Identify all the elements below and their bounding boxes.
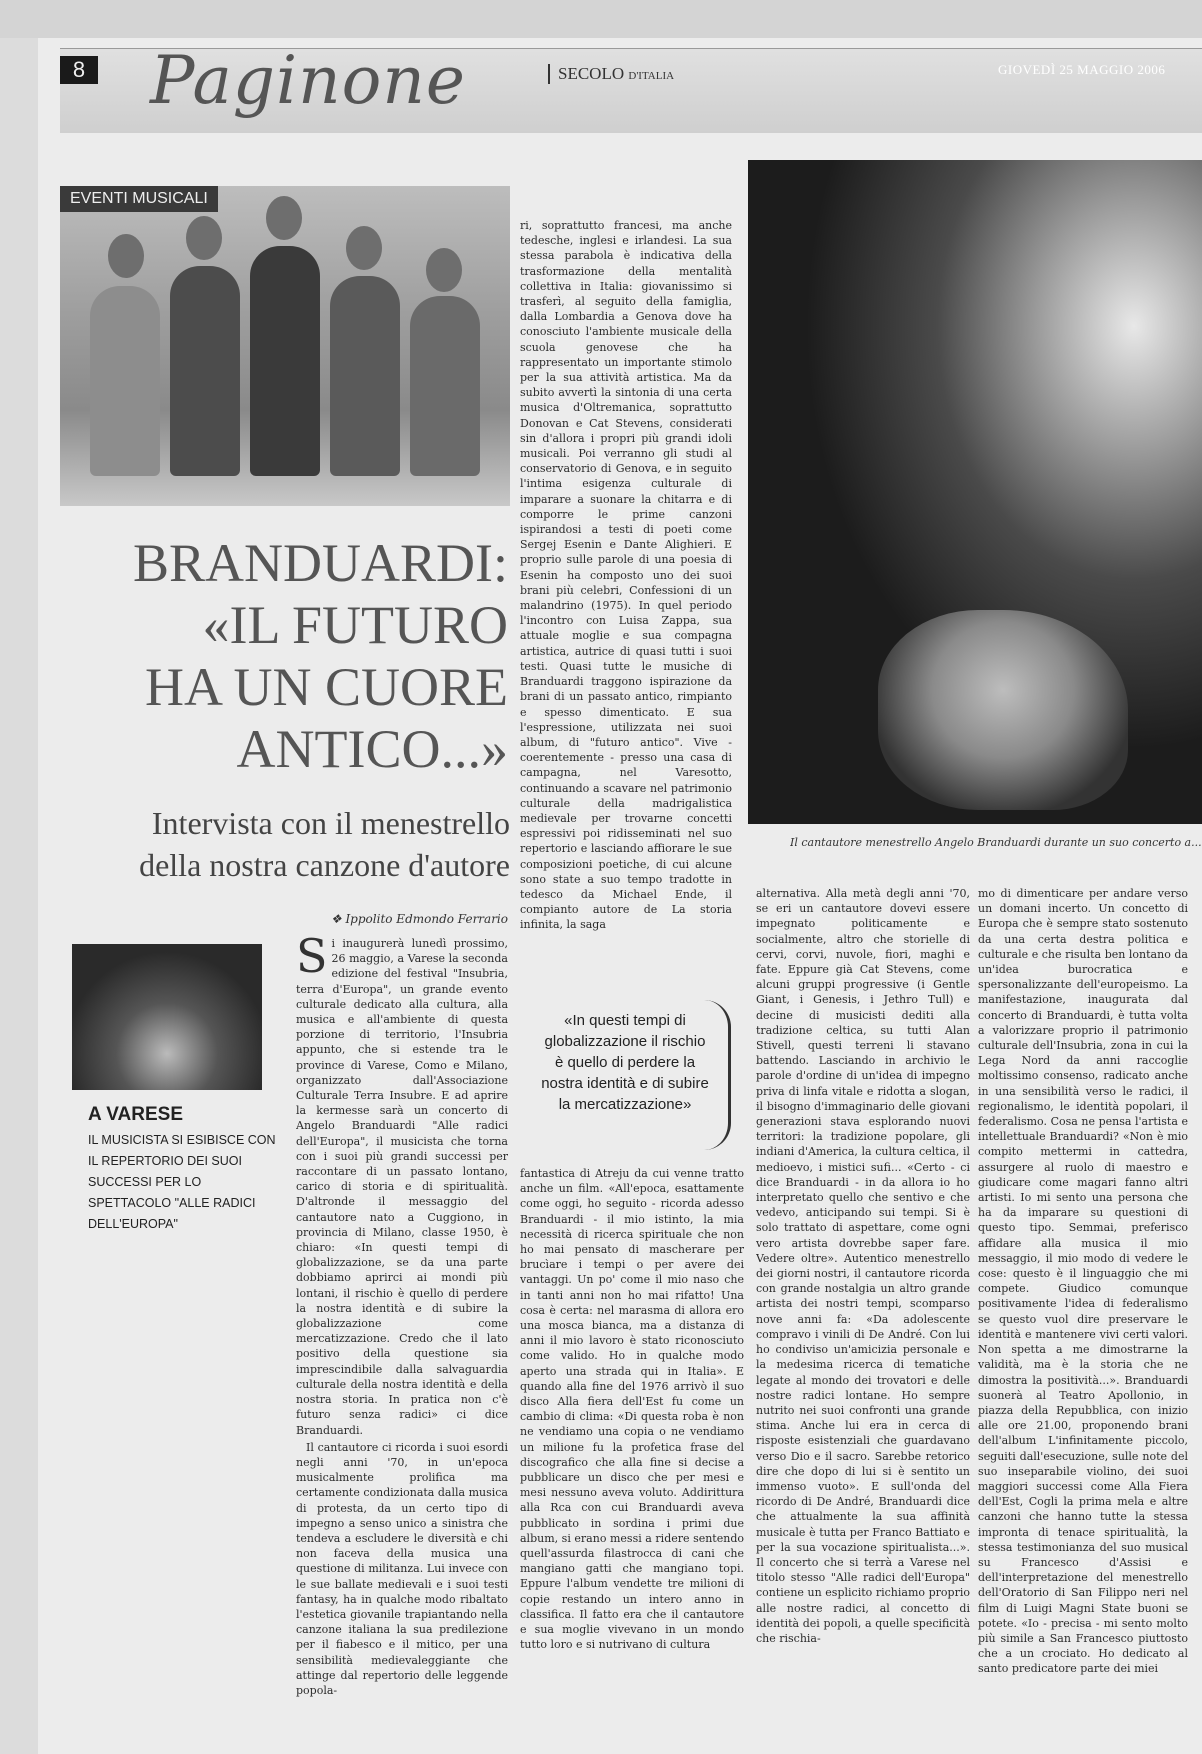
issue-date: GIOVEDÌ 25 MAGGIO 2006: [998, 62, 1166, 77]
photo-figure: [330, 276, 400, 476]
photo-hand: [878, 610, 1128, 810]
inset-description: IL MUSICISTA SI ESIBISCE CON IL REPERTORIO DEI SUOI SUCCESSI PER LO SPETTACOLO "ALLE RADICI DELL'EUROPA": [88, 1133, 276, 1231]
category-label: EVENTI MUSICALI: [60, 186, 218, 212]
section-title: Paginone: [150, 42, 466, 119]
article-column-3: [756, 886, 970, 1742]
photo-figure: [250, 246, 320, 476]
article-column-2b: [520, 1166, 744, 1742]
branduardi-photo: [748, 160, 1202, 824]
author-name: Ippolito Edmondo Ferrario: [345, 912, 508, 926]
photo-caption: Il cantautore menestrello Angelo Branduardi durante un suo concerto a...: [790, 836, 1202, 849]
column-text: Il cantautore ci ricorda i suoi esordi negli anni '70, in un'epoca musicalmente prolifica ma certamente condizionata dalla musica di protesta, da un certo tipo di impegno a senso unico a sinistra che tendeva a escludere le diversità e chi non faceva della musica una questione di militanza. Lui invece con le sue ballate medievali e i suoi testi fantasy, ha in qualche modo ribaltato l'estetica giovanile trapiantando nella canzone italiana la sua predilezione per il fiabesco e il mitico, per una sensibilità medievaleggiante che attinge dal repertorio delle leggende popola-: [296, 1440, 508, 1697]
column-text: i inaugurerà lunedì prossimo, 26 maggio, a Varese la seconda edizione del festival "Insubria, terra d'Europa", un grande evento culturale dedicato alla cultura, alla musica e all'ambiente di questa porzione di territorio, l'Insubria appunto, che si estende tra le province di Varese, Como e Milano, organizzato dall'Associazione Culturale Terra Insubre. E ad aprire la kermesse sarà un concerto di Angelo Branduardi "Alle radici dell'Europa", il musicista che torna con i suoi più grandi successi per raccontare di un passato lontano, carico di storia e di spiritualità. D'altronde il messaggio del cantautore nato a Cuggiono, in provincia di Milano, classe 1950, è chiaro: «In questi tempi di globalizzazione, se da una parte dobbiamo aprirci ai mondi più lontani, il rischio è quello di perdere la nostra identità e di subire la globalizzazione come mercatizzazione. Credo che il lato positivo della questione sia imprescindibile dalla salvaguardia culturale della nostra identità e della nostra storia. In pratica non c'è futuro senza radici» ci dice Branduardi.: [296, 937, 508, 1437]
photo-figure: [410, 296, 480, 476]
page-number: 8: [60, 56, 98, 84]
paper-name-small: D'ITALIA: [628, 70, 675, 82]
photo-figure: [90, 286, 160, 476]
photo-figure: [170, 266, 240, 476]
headline: [100, 532, 508, 780]
column-text: alternativa. Alla metà degli anni '70, se eri un cantautore dovevi essere impegnato politicamente e socialmente, altro che storielle di cervi, corvi, nuvole, fiori, maghi e fate. Eppure già Cat Stevens, come alcuni gruppi progressive (i Gentle Giant, i Genesis, i Jethro Tull) e decine di musicisti dediti alla tradizione celtica, su tutti Alan Stivell, questi terreni li stavano battendo. Lasciando in archivio le parole d'ordine di un'idea di impegno priva di linfa vitale e ridotta a slogan, il bisogno d'immaginario delle giovani generazioni stava esplorando nuovi territori: la tradizione popolare, gli indiani d'America, la cultura celtica, il medioevo, i mistici sufi... «Certo - ci dice Branduardi - in da allora io ho interpretato quello che sentivo e che vedevo, anticipando sui tempi. Si è solo trattato di aspettare, come ogni vero artista dovrebbe saper fare. Vedere oltre». Autentico menestrello dei giorni nostri, il cantautore ricorda con grande nostalgia un altro grande artista dei nostri tempi, scomparso nove anni fa: «Da adolescente compravo i vinili di De André. Con lui ho condiviso un'amicizia personale e la medesima ricerca di tematiche legate al mondo dei trovatori e delle nostre radici lontane. Ho sempre nutrito nei suoi confronti una grande stima. Anche lui era in cerca di risposte esistenziali che guardavano verso Dio e il sacro. Sarebbe retorico dire che dopo di lui si è sentito un immenso vuoto». E sull'onda del ricordo di De André, Branduardi dice che attualmente la sua affinità musicale è tutta per Franco Battiato e per la sua vocazione spiritualista...». Il concerto che si terrà a Varese nel titolo stesso "Alle radici dell'Europa" contiene un esplicito richiamo proprio alle nostre radici, al concetto di identità dei popoli, a quelle specificità che rischia-: [756, 887, 970, 1645]
headline-line: ANTICO...»: [236, 719, 508, 779]
article-column-4: [978, 886, 1188, 1742]
page-fold-margin: [0, 0, 1202, 38]
pull-quote: «In questi tempi di globalizzazione il rischio è quello di perdere la nostra identità e di subire la mercatizzazione»: [541, 1012, 709, 1113]
byline: ❖ Ippolito Edmondo Ferrario: [330, 912, 508, 926]
concert-photo: [72, 944, 262, 1090]
column-text: mo di dimenticare per andare verso un domani incerto. Un concetto di Europa che è sempre stato sostenuto da una certa destra politica e culturale e che risulta ben lontano da un'idea burocratica e spersonalizzante dell'europeismo. La manifestazione, inaugurata dal concerto di Branduardi, è tutta volta a valorizzare proprio il patrimonio culturale dell'Insubria, zona in cui la Lega Nord da anni raccoglie moltissimo consenso, radicato anche in una sensibilità verso le radici, il regionalismo, le identità popolari, il federalismo. Cosa ne pensa l'artista e intellettuale Branduardi? «Non è mio compito mettermi in cattedra, assurgere al ruolo di maestro e giudicare come magari fanno altri artisti. Io mi sento una persona che ha da imparare su questioni di questo tipo. Semmai, preferisco affidare alla musica il mio messaggio, il mio modo di vedere le cose: questo è il linguaggio che mi compete. Giudico comunque positivamente l'idea di federalismo se questo vuol dire preservare le identità e mantenere vivi certi valori. Non spetta a me dimostrarne la validità, ma è la storia che ne dimostra la positività...». Branduardi suonerà al Teatro Apollonio, in piazza della Repubblica, con inizio alle ore 21.00, proponendo brani dell'album L'infinitamente piccolo, seguiti dall'esecuzione, sulle note del suo inseparabile violino, dei suoi maggiori successi come Alla Fiera dell'Est, Cogli la prima mela e altre canzoni che hanno tutte la stessa impronta di tenace spiritualità, la stessa testimonianza del suo musical su Francesco d'Assisi e dell'interpretazione del menestrello dell'Oratorio di San Filippo neri nel film di Luigi Magni State buoni se potete. «Io - precisa - mi sento molto più simile a San Francesco piuttosto che a un crociato. Ho dedicato al santo predicatore parte dei miei: [978, 887, 1188, 1676]
paper-name: [548, 64, 674, 84]
inset-title: A VARESE: [88, 1104, 184, 1125]
photo-figure-head: [426, 248, 462, 292]
subhead-line: della nostra canzone d'autore: [139, 847, 510, 883]
photo-figure-head: [266, 196, 302, 240]
article-column-1: [296, 936, 508, 1742]
subheadline: [80, 802, 510, 886]
photo-figure-head: [186, 216, 222, 260]
column-text: fantastica di Atreju da cui venne tratto anche un film. «All'epoca, esattamente come oggi, ho seguito - ricorda adesso Branduardi - il mio istinto, la mia necessità di ricerca spirituale che non ho mai pensato di mascherare per brucìare i tempi o per avere dei vantaggi. Un po' come il mio naso che in tanti anni non ho mai rifatto! Una cosa è certa: nel marasma di allora ero una mosca bianca, ma a distanza di anni il mio lavoro è stato riconosciuto come valido. Ho in qualche modo aperto una strada qui in Italia». E quando alla fine del 1976 arrivò il suo disco Alla fiera dell'Est fu come un cambio di clima: «Di questa roba è non ne vendiamo una copia o ne vendiamo un milione fu la profetica frase del discografico che alla fine si decise a pubblicare un disco che per mesi e mesi nessuno aveva voluto. Addirittura alla Rca con cui Branduardi aveva pubblicato in sordina i primi due album, si erano messi a ridere sentendo quell'assurda filastrocca di cani che mangiano gatti che mangiano topi. Eppure l'album vendette tre milioni di copie restando un intero anno in classifica. Il fatto era che il cantautore e sua moglie vivevano in un mondo tutto loro e si nutrivano di cultura: [520, 1167, 744, 1652]
headline-line: BRANDUARDI:: [132, 533, 508, 593]
column-text: ri, soprattutto francesi, ma anche tedesche, inglesi e irlandesi. La sua stessa parabola è indicativa della trasformazione della mentalità collettiva in Italia: giovanissimo si trasferì, al seguito della famiglia, dalla Lombardia a Genova dove ha conosciuto l'ambiente musicale della scuola genovese che ha rappresentato un importante stimolo per la sua attività artistica. Ma da subito avvertì la sintonia di una certa musica d'Oltremanica, soprattutto Donovan e Cat Stevens, considerati sin d'allora i propri più grandi idoli musicali. Poi verranno gli studi al conservatorio di Genova, e in seguito l'intima esigenza culturale di imparare a suonare la chitarra e di comporre le prime canzoni ispirandosi a testi di poeti come Sergej Esenin e Dante Alighieri. E proprio sulle parole di una poesia di Esenin ha composto uno dei suoi brani più celebri, Confessioni di un malandrino (1975). In quel periodo l'incontro con Luisa Zappa, sua attuale moglie e sua compagna artistica, autrice di quasi tutti i suoi testi. Quasi tutte le musiche di Branduardi traggono ispirazione da brani di un passato antico, rimpianto e spesso dimenticato. E sua l'espressione, utilizzata nei suoi album, di "futuro antico". Vive - coerentemente - presso una casa di campagna, nel Varesotto, continuando a scavare nel patrimonio culturale della madrigalistica medievale per trovarne concetti espressivi poi ridisseminati nel suo repertorio e lasciando affiorare le sue composizioni poetiche, di cui alcune sono state a suo tempo tradotte in tedesco da Michael Ende, il compianto autore de La storia infinita, la saga: [520, 219, 732, 932]
subhead-line: Intervista con il menestrello: [151, 805, 510, 841]
photo-figure-head: [346, 226, 382, 270]
band-photo: [60, 186, 510, 506]
photo-figure-head: [108, 234, 144, 278]
paper-name-main: SECOLO: [558, 64, 625, 83]
headline-line: HA UN CUORE: [144, 657, 508, 717]
headline-line: «IL FUTURO: [202, 595, 508, 655]
dropcap: S: [296, 936, 328, 983]
pull-quote-bracket: [704, 1000, 731, 1150]
article-column-2: [520, 218, 732, 986]
